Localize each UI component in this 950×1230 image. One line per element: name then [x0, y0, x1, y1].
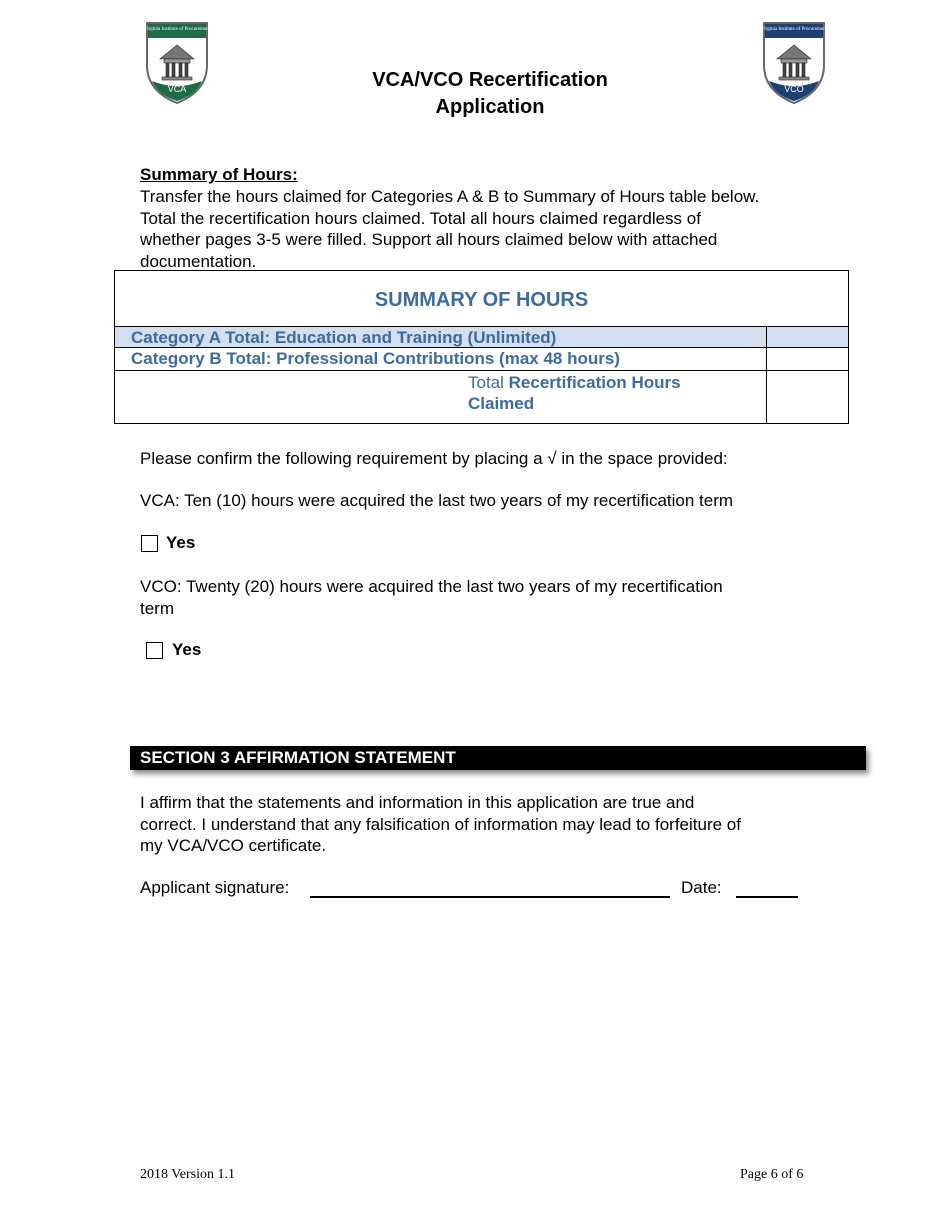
affirmation-line-1: I affirm that the statements and information in this application are true and — [140, 793, 695, 812]
summary-line-4: documentation. — [140, 251, 257, 271]
title-line-2: Application — [435, 96, 545, 118]
summary-line-2: Total the recertification hours claimed. Total all hours claimed regardless of — [140, 208, 701, 228]
logo-org-text: Virginia Institute of Procurement — [144, 27, 210, 32]
total-label-bold-2: Claimed — [468, 394, 535, 413]
total-label — [468, 372, 728, 414]
table-row-category-a — [115, 326, 848, 348]
confirm-instruction: Please confirm the following requirement by placing a √ in the space provided: — [140, 449, 728, 468]
logo-org-text: Virginia Institute of Procurement — [761, 27, 827, 32]
affirmation-text — [140, 792, 840, 857]
vco-statement-line-2: term — [140, 598, 174, 618]
category-b-hours-field[interactable] — [766, 348, 849, 370]
vco-statement-line-1: VCO: Twenty (20) hours were acquired the last two years of my recertification — [140, 577, 723, 596]
logo-badge-text: VCA — [167, 84, 187, 94]
vco-statement — [140, 576, 723, 619]
category-a-label: Category A Total: Education and Training (Unlimited) — [131, 328, 557, 347]
total-hours-field[interactable] — [766, 371, 849, 424]
signature-label: Applicant signature: — [140, 878, 290, 897]
page-title — [330, 67, 650, 121]
total-label-bold: Recertification Hours — [508, 373, 681, 392]
footer-version: 2018 Version 1.1 — [140, 1167, 236, 1182]
summary-heading: Summary of Hours: — [140, 165, 298, 184]
summary-of-hours-table — [114, 270, 849, 424]
table-row-total — [115, 371, 848, 424]
section-3-header — [130, 746, 866, 770]
section-3-title: SECTION 3 AFFIRMATION STATEMENT — [140, 748, 456, 767]
vca-logo — [144, 21, 210, 105]
summary-line-1: Transfer the hours claimed for Categories A & B to Summary of Hours table below. — [140, 187, 760, 206]
logo-badge-text: VCO — [784, 84, 804, 94]
date-line[interactable] — [736, 896, 798, 898]
vca-yes-label: Yes — [166, 533, 196, 552]
category-b-label: Category B Total: Professional Contributions (max 48 hours) — [131, 349, 620, 368]
vca-statement: VCA: Ten (10) hours were acquired the last two years of my recertification term — [140, 491, 734, 510]
summary-line-3: whether pages 3-5 were filled. Support all hours claimed below with attached — [140, 230, 718, 249]
vco-yes-checkbox[interactable] — [146, 642, 163, 659]
vca-yes-checkbox[interactable] — [141, 535, 158, 552]
affirmation-line-3: my VCA/VCO certificate. — [140, 836, 327, 855]
date-label: Date: — [681, 878, 722, 897]
title-line-1: VCA/VCO Recertification — [372, 69, 608, 91]
table-row-category-b — [115, 348, 848, 371]
summary-instructions — [140, 186, 840, 272]
signature-line[interactable] — [310, 896, 670, 898]
vco-logo — [761, 21, 827, 105]
category-a-hours-field[interactable] — [766, 327, 849, 347]
total-label-normal: Total — [468, 373, 504, 392]
affirmation-line-2: correct. I understand that any falsification of information may lead to forfeiture of — [140, 814, 741, 834]
vco-yes-label: Yes — [172, 640, 202, 659]
footer-page-number: Page 6 of 6 — [740, 1167, 804, 1182]
summary-table-title: SUMMARY OF HOURS — [374, 289, 589, 311]
